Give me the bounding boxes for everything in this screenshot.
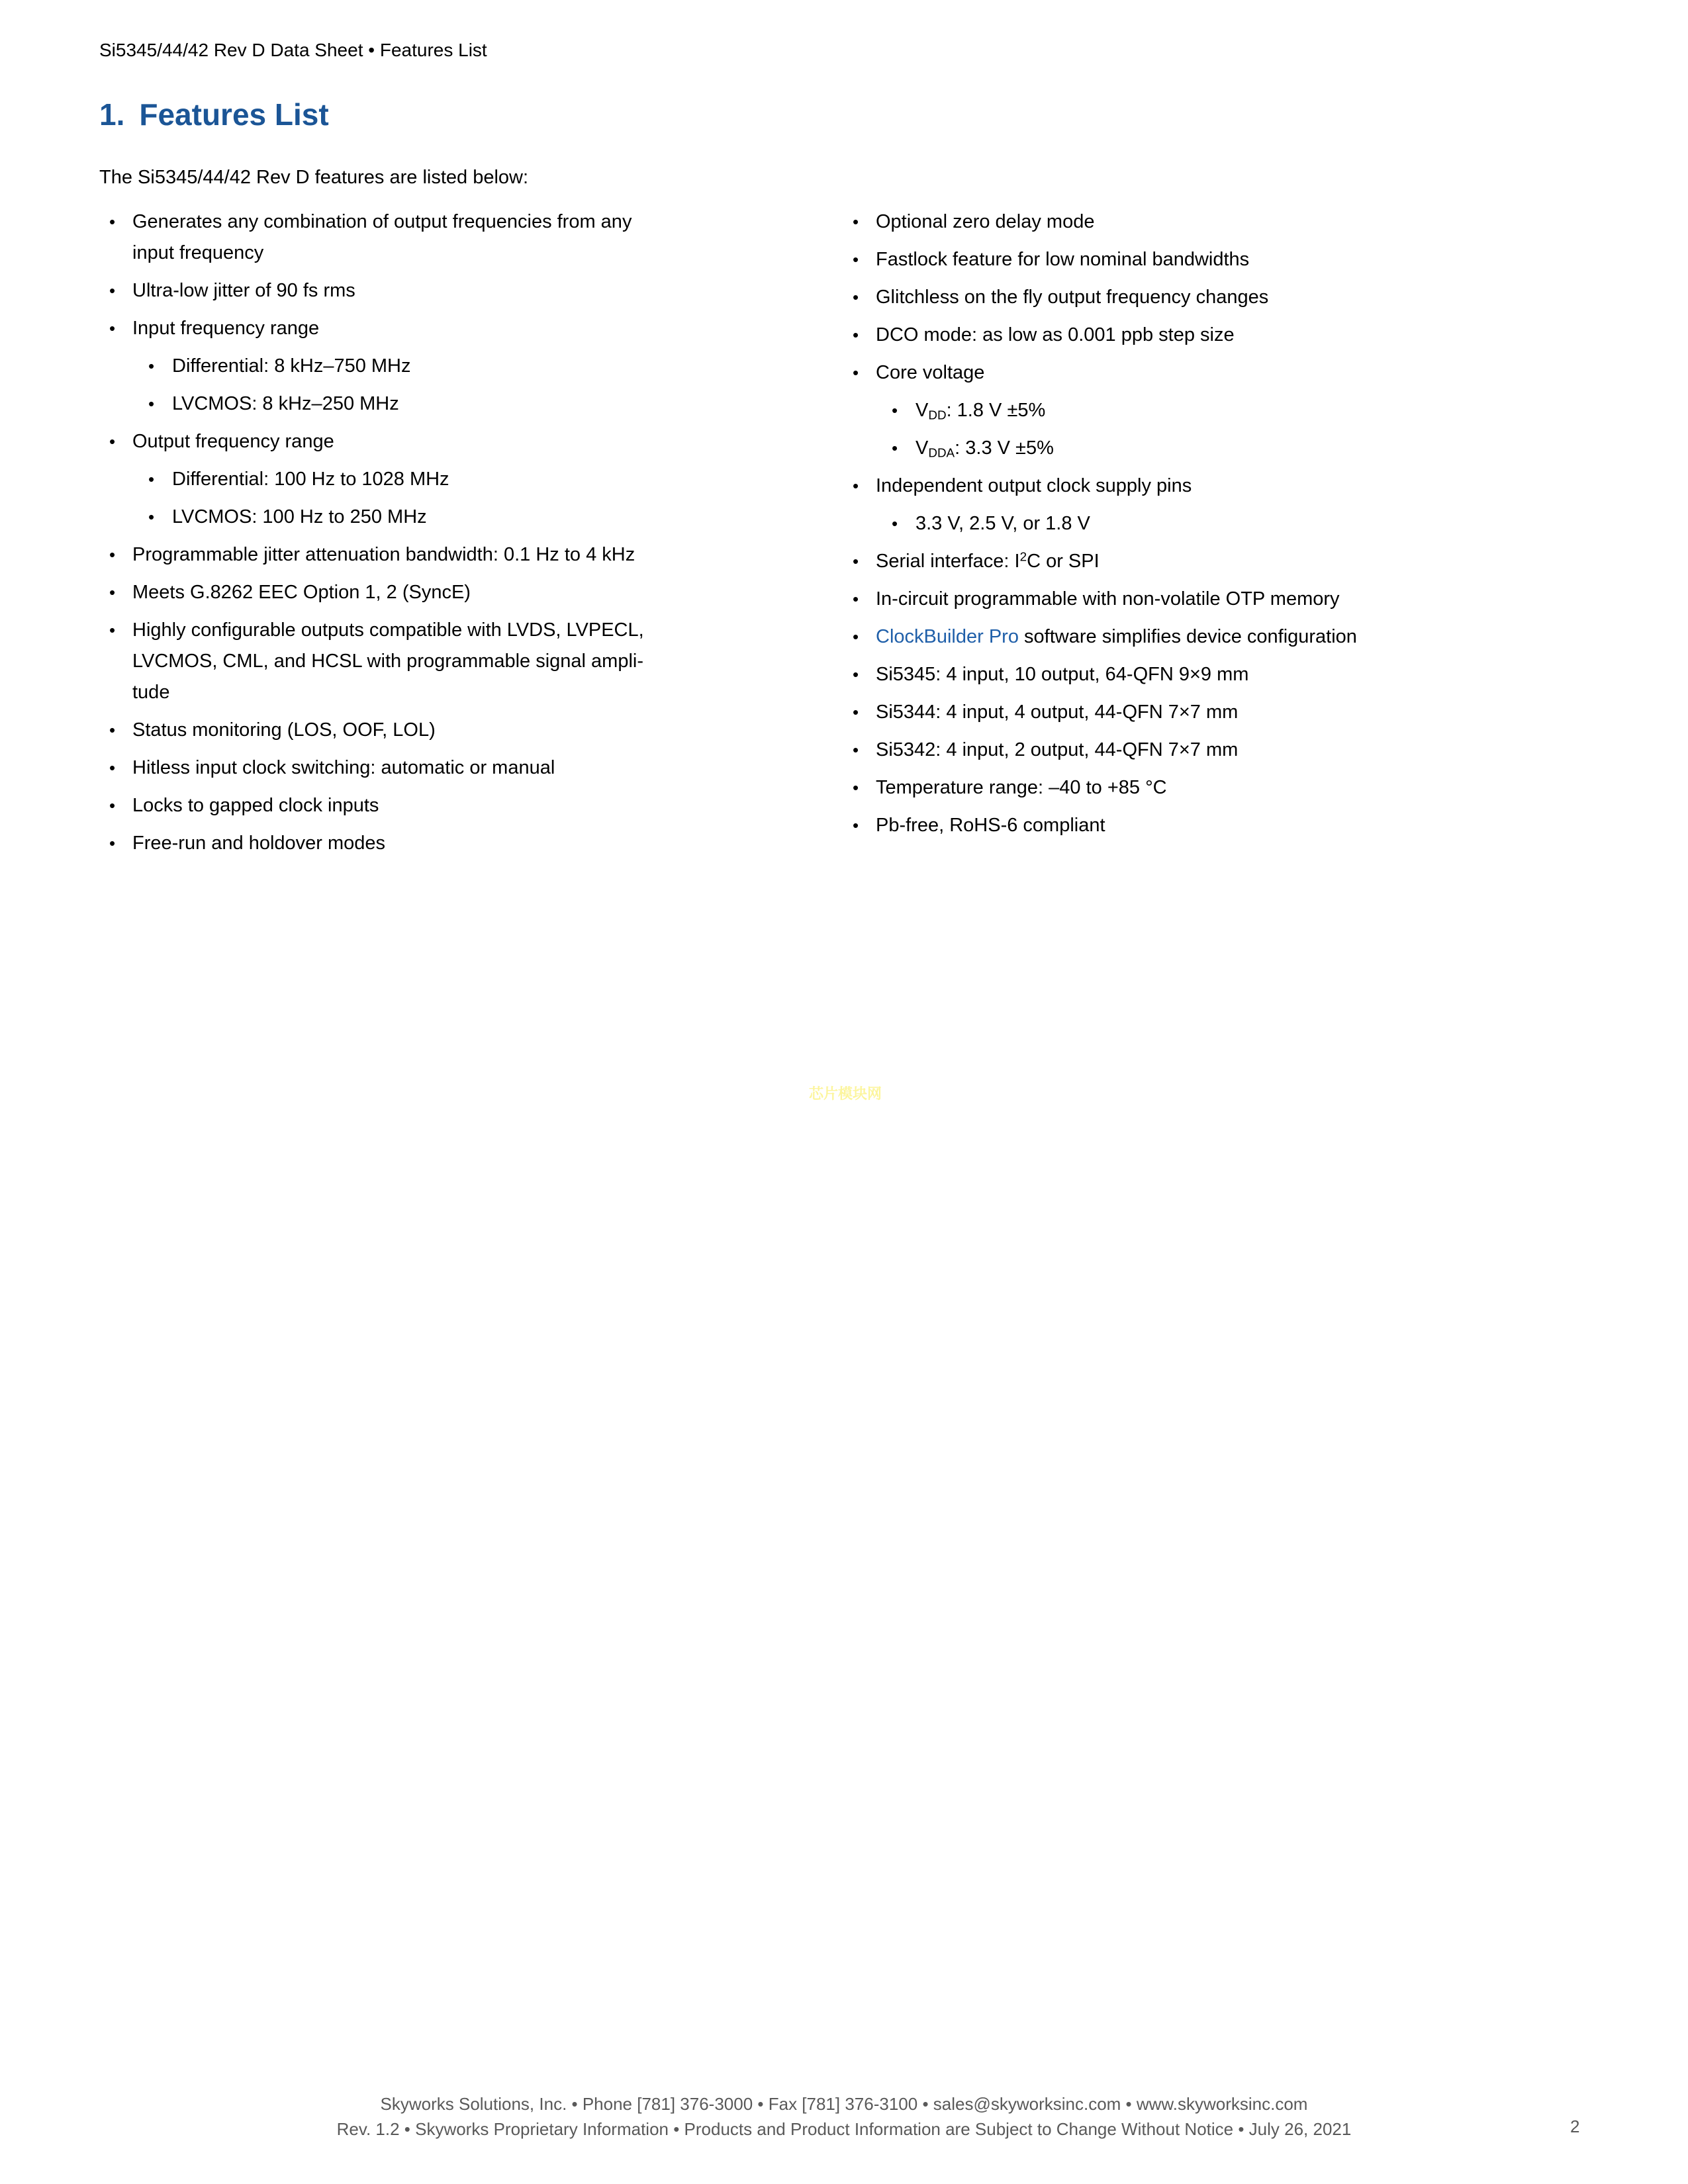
feature-text: Si5342: 4 input, 2 output, 44-QFN 7×7 mm xyxy=(876,739,1239,760)
bullet-icon: • xyxy=(853,740,859,760)
feature-text: Optional zero delay mode xyxy=(876,211,1095,232)
feature-text: Glitchless on the fly output frequency changes xyxy=(876,287,1269,308)
feature-text: Highly configurable outputs compatible with LVDS, LVPECL, LVCMOS, CML, and HCSL with programmable signal ampli- tude xyxy=(132,619,644,703)
bullet-icon: • xyxy=(109,720,116,740)
features-column-right xyxy=(843,206,1630,848)
feature-text: Programmable jitter attenuation bandwidth: 0.1 Hz to 4 kHz xyxy=(132,544,635,565)
running-header: Si5345/44/42 Rev D Data Sheet • Features List xyxy=(99,40,487,60)
bullet-icon: • xyxy=(109,796,116,815)
bullet-icon: • xyxy=(853,325,859,345)
feature-text: In-circuit programmable with non-volatile OTP memory xyxy=(876,588,1340,610)
feature-item xyxy=(843,810,1630,841)
feature-item xyxy=(843,735,1630,766)
feature-item xyxy=(843,621,1630,653)
feature-text: Pb-free, RoHS-6 compliant xyxy=(876,815,1105,836)
feature-item xyxy=(99,313,818,344)
section-title-text: Features List xyxy=(139,97,329,132)
feature-text: Si5345: 4 input, 10 output, 64-QFN 9×9 mm xyxy=(876,664,1249,685)
feature-item xyxy=(99,790,818,821)
feature-item xyxy=(843,508,1630,539)
feature-text: Differential: 100 Hz to 1028 MHz xyxy=(172,469,449,490)
feature-text: Hitless input clock switching: automatic or manual xyxy=(132,757,555,778)
feature-text: Free-run and holdover modes xyxy=(132,833,386,854)
bullet-icon: • xyxy=(892,438,898,458)
feature-text: Differential: 8 kHz–750 MHz xyxy=(172,355,411,377)
bullet-icon: • xyxy=(853,664,859,684)
feature-item xyxy=(99,502,818,533)
feature-item xyxy=(843,772,1630,803)
feature-item xyxy=(99,351,818,382)
bullet-icon: • xyxy=(853,551,859,571)
page-number: 2 xyxy=(1570,2116,1580,2136)
feature-text: Input frequency range xyxy=(132,318,320,339)
feature-item xyxy=(843,206,1630,238)
bullet-icon: • xyxy=(853,287,859,307)
feature-text: ClockBuilder Pro software simplifies device configuration xyxy=(876,626,1357,647)
feature-text: $V_{DD}$: 1.8 V ±5% xyxy=(915,400,1046,422)
bullet-icon: • xyxy=(853,702,859,722)
bullet-icon: • xyxy=(853,778,859,797)
bullet-icon: • xyxy=(148,394,155,414)
feature-text: Output frequency range xyxy=(132,431,334,452)
bullet-icon: • xyxy=(109,432,116,451)
bullet-icon: • xyxy=(109,281,116,300)
bullet-icon: • xyxy=(109,545,116,565)
feature-item xyxy=(99,715,818,746)
bullet-icon: • xyxy=(109,318,116,338)
feature-text: DCO mode: as low as 0.001 ppb step size xyxy=(876,324,1235,345)
feature-item xyxy=(843,697,1630,728)
bullet-icon: • xyxy=(853,363,859,383)
feature-text: Meets G.8262 EEC Option 1, 2 (SyncE) xyxy=(132,582,471,603)
page-title xyxy=(99,97,329,132)
feature-text: Generates any combination of output frequencies from any input frequency xyxy=(132,211,632,263)
bullet-icon: • xyxy=(892,514,898,533)
bullet-icon: • xyxy=(892,400,898,420)
feature-item xyxy=(843,320,1630,351)
feature-text: LVCMOS: 100 Hz to 250 MHz xyxy=(172,506,427,527)
watermark: 芯片模块网 xyxy=(809,1085,882,1102)
feature-item xyxy=(843,395,1630,426)
feature-item xyxy=(99,464,818,495)
features-column-left xyxy=(99,206,818,866)
feature-item xyxy=(843,244,1630,275)
bullet-icon: • xyxy=(109,212,116,232)
feature-item xyxy=(99,752,818,784)
bullet-icon: • xyxy=(109,758,116,778)
footer-contact-line: Skyworks Solutions, Inc. • Phone [781] 376-3000 • Fax [781] 376-3100 • sales@skyworksinc.com • www.skyworksinc.com xyxy=(380,2094,1308,2114)
bullet-icon: • xyxy=(853,815,859,835)
feature-text: Status monitoring (LOS, OOF, LOL) xyxy=(132,719,436,741)
bullet-icon: • xyxy=(148,356,155,376)
footer-revision-line: Rev. 1.2 • Skyworks Proprietary Information • Products and Product Information are Subject to Change Without Notice • July 26, 2021 xyxy=(336,2119,1352,2139)
feature-text: LVCMOS: 8 kHz–250 MHz xyxy=(172,393,399,414)
feature-item xyxy=(99,275,818,306)
bullet-icon: • xyxy=(853,627,859,647)
feature-item xyxy=(99,206,818,269)
bullet-icon: • xyxy=(853,476,859,496)
feature-text: Serial interface: $I^2C$ or SPI xyxy=(876,549,1100,572)
bullet-icon: • xyxy=(148,507,155,527)
feature-item xyxy=(843,546,1630,577)
feature-item xyxy=(99,426,818,457)
bullet-icon: • xyxy=(853,212,859,232)
bullet-icon: • xyxy=(109,620,116,640)
feature-item xyxy=(99,539,818,570)
feature-item xyxy=(843,659,1630,690)
feature-item xyxy=(843,471,1630,502)
clockbuilder-pro-link[interactable]: ClockBuilder Pro xyxy=(876,626,1019,647)
intro-text: The Si5345/44/42 Rev D features are listed below: xyxy=(99,167,529,188)
feature-text: Fastlock feature for low nominal bandwidths xyxy=(876,249,1250,270)
bullet-icon: • xyxy=(148,469,155,489)
bullet-icon: • xyxy=(853,250,859,269)
feature-text: Si5344: 4 input, 4 output, 44-QFN 7×7 mm xyxy=(876,702,1239,723)
bullet-icon: • xyxy=(109,833,116,853)
feature-text: Independent output clock supply pins xyxy=(876,475,1192,496)
bullet-icon: • xyxy=(109,582,116,602)
feature-item xyxy=(99,828,818,859)
feature-item xyxy=(843,282,1630,313)
feature-text: Core voltage xyxy=(876,362,985,383)
feature-item xyxy=(843,357,1630,388)
feature-text: 3.3 V, 2.5 V, or 1.8 V xyxy=(915,513,1090,534)
feature-item xyxy=(99,388,818,420)
feature-item xyxy=(843,433,1630,464)
page-footer xyxy=(0,2091,1688,2142)
section-number: 1. xyxy=(99,97,125,132)
feature-text: Locks to gapped clock inputs xyxy=(132,795,379,816)
feature-item xyxy=(99,615,818,708)
feature-item xyxy=(843,584,1630,615)
feature-item xyxy=(99,577,818,608)
feature-text: Ultra-low jitter of 90 fs rms xyxy=(132,280,355,301)
feature-text: Temperature range: –40 to +85 °C xyxy=(876,777,1167,798)
bullet-icon: • xyxy=(853,589,859,609)
feature-text: $V_{DDA}$: 3.3 V ±5% xyxy=(915,437,1054,460)
